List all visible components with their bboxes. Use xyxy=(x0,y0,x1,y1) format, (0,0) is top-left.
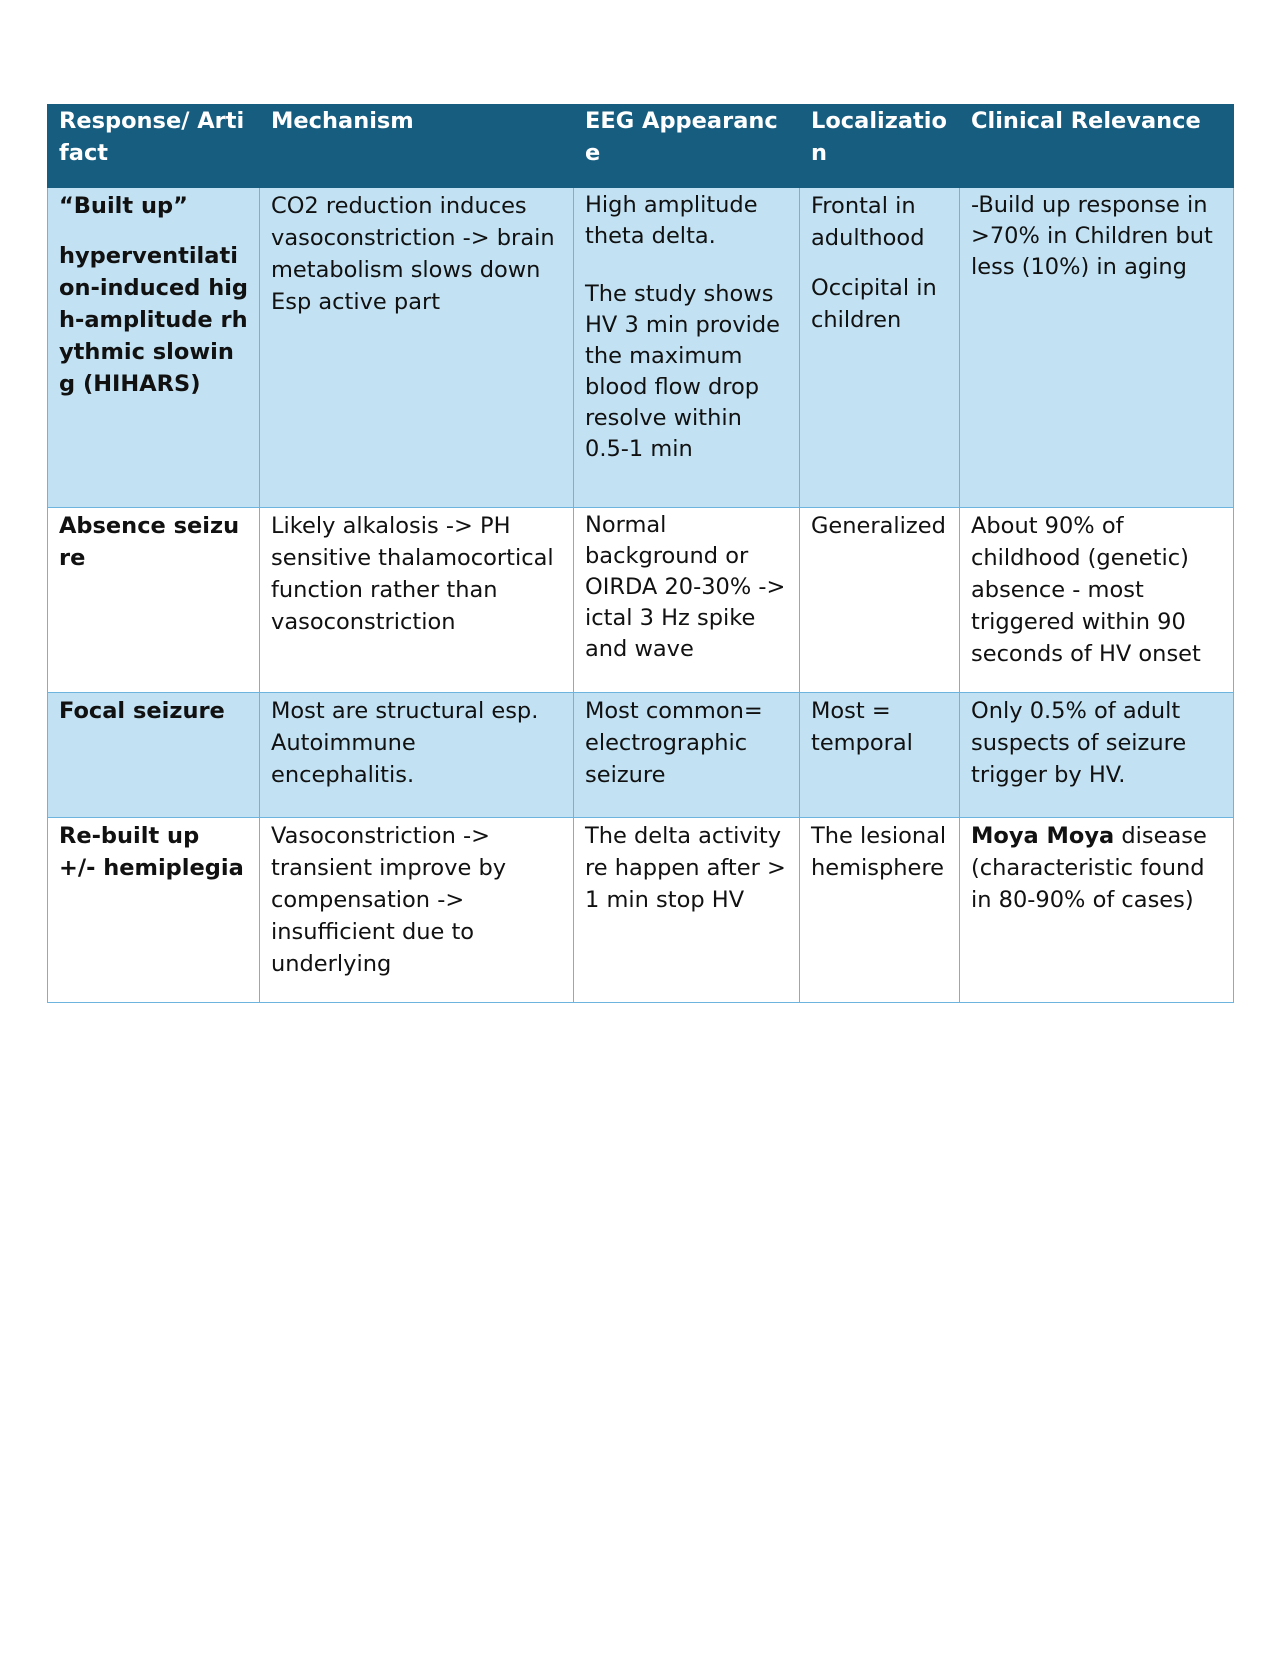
mechanism-cell: Likely alkalosis -> PH sensitive thalamocortical function rather than vasoconstriction xyxy=(260,508,574,693)
eeg-cell xyxy=(574,508,800,693)
eeg-line: Normal background or OIRDA 20-30% -> ictal 3 Hz spike and wave xyxy=(585,512,786,662)
localization-line: Most = temporal xyxy=(811,698,913,756)
response-cell xyxy=(48,693,260,818)
header-localization: Localization xyxy=(800,105,960,188)
response-cell xyxy=(48,188,260,508)
header-response: Response/ Artifact xyxy=(48,105,260,188)
table-row xyxy=(48,508,1234,693)
response-title: Re-built up xyxy=(59,823,200,849)
table-header-row xyxy=(48,105,1234,188)
eeg-cell xyxy=(574,818,800,1003)
eeg-line: The delta activity re happen after > 1 min stop HV xyxy=(585,823,786,913)
response-subtitle: +/- hemiplegia xyxy=(59,855,244,881)
eeg-cell xyxy=(574,188,800,508)
localization-cell xyxy=(800,818,960,1003)
table-row xyxy=(48,693,1234,818)
response-subtitle: hyperventilation-induced high-amplitude rhythmic slowing (HIHARS) xyxy=(59,243,249,397)
eeg-line: The study shows HV 3 min provide the maximum blood flow drop resolve within 0.5-1 min xyxy=(585,281,781,462)
mechanism-cell: Most are structural esp. Autoimmune encephalitis. xyxy=(260,693,574,818)
response-title: Absence seizure xyxy=(59,513,240,571)
header-clinical: Clinical Relevance xyxy=(960,105,1234,188)
header-eeg: EEG Appearance xyxy=(574,105,800,188)
clinical-cell: Only 0.5% of adult suspects of seizure trigger by HV. xyxy=(960,693,1234,818)
response-cell xyxy=(48,508,260,693)
hv-response-table xyxy=(47,104,1234,1003)
clinical-cell xyxy=(960,818,1234,1003)
clinical-cell: -Build up response in >70% in Children but less (10%) in aging xyxy=(960,188,1234,508)
table-row xyxy=(48,818,1234,1003)
eeg-line: High amplitude theta delta. xyxy=(585,192,758,249)
header-mechanism: Mechanism xyxy=(260,105,574,188)
eeg-line: Most common= electrographic seizure xyxy=(585,698,763,788)
eeg-cell xyxy=(574,693,800,818)
clinical-cell: About 90% of childhood (genetic) absence - most triggered within 90 seconds of HV onset xyxy=(960,508,1234,693)
table-row xyxy=(48,188,1234,508)
response-cell xyxy=(48,818,260,1003)
localization-line: Frontal in adulthood xyxy=(811,193,925,251)
clinical-bold-term: Moya Moya xyxy=(971,823,1115,849)
localization-cell xyxy=(800,508,960,693)
localization-line: The lesional hemisphere xyxy=(811,823,947,881)
localization-line: Generalized xyxy=(811,513,946,539)
mechanism-cell: Vasoconstriction -> transient improve by compensation -> insufficient due to underlying xyxy=(260,818,574,1003)
localization-line: Occipital in children xyxy=(811,275,937,333)
localization-cell xyxy=(800,693,960,818)
response-title: Focal seizure xyxy=(59,698,225,724)
response-title: “Built up” xyxy=(59,193,188,219)
clinical-text: disease (characteristic found in 80-90% of cases) xyxy=(971,823,1207,913)
localization-cell xyxy=(800,188,960,508)
document-page xyxy=(47,104,1233,1003)
mechanism-cell: CO2 reduction induces vasoconstriction -> brain metabolism slows down Esp active part xyxy=(260,188,574,508)
